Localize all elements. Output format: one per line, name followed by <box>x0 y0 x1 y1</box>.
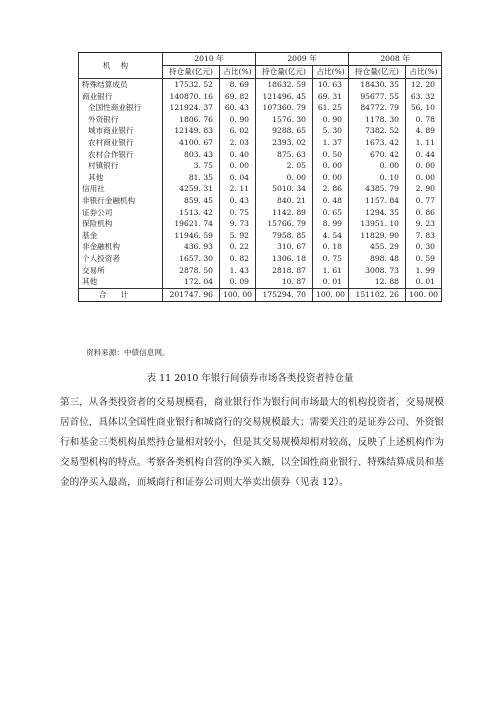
amount-2009-cell: 875. 63 <box>256 149 313 161</box>
share-2009-cell: 0. 50 <box>313 149 349 161</box>
share-2010-cell: 0. 22 <box>220 241 256 253</box>
share-2009-cell: 0. 01 <box>313 276 349 288</box>
share-2010-cell: 2. 11 <box>220 183 256 195</box>
amount-2010-cell: 81. 35 <box>163 172 220 184</box>
amount-2008-cell: 898. 48 <box>349 253 406 265</box>
table-body <box>79 79 442 289</box>
amount-2008-cell: 1178. 30 <box>349 114 406 126</box>
amount-2008-cell: 0. 00 <box>349 160 406 172</box>
amount-2009-cell: 2393. 02 <box>256 137 313 149</box>
share-2009-cell: 0. 75 <box>313 253 349 265</box>
amount-2009-cell: 2818. 87 <box>256 265 313 277</box>
amount-2008-cell: 13951. 10 <box>349 218 406 230</box>
amount-2008-cell: 1673. 42 <box>349 137 406 149</box>
table-row <box>79 79 442 91</box>
amount-2010-cell: 19621. 74 <box>163 218 220 230</box>
institution-name: 农村合作银行 <box>79 149 163 161</box>
investor-holdings-table <box>78 52 442 302</box>
amount-header: 持仓量(亿元) <box>163 66 220 79</box>
total-row <box>79 288 442 301</box>
table-row <box>79 253 442 265</box>
table-row <box>79 149 442 161</box>
amount-2009-cell: 0. 00 <box>256 172 313 184</box>
share-2010-cell: 0. 90 <box>220 114 256 126</box>
amount-2010-cell: 12149. 83 <box>163 125 220 137</box>
share-2010-cell: 60. 43 <box>220 102 256 114</box>
amount-2010-cell: 121924. 37 <box>163 102 220 114</box>
amount-2009-cell: 1576. 30 <box>256 114 313 126</box>
share-2010-cell: 0. 43 <box>220 195 256 207</box>
amount-2008-cell: 18430. 35 <box>349 79 406 91</box>
table-row <box>79 125 442 137</box>
share-2010-cell: 8. 69 <box>220 79 256 91</box>
table-row <box>79 265 442 277</box>
amount-2010-cell: 3. 75 <box>163 160 220 172</box>
share-2008-cell: 63. 32 <box>406 91 442 103</box>
share-2008-cell: 1. 99 <box>406 265 442 277</box>
share-2009-cell: 2. 86 <box>313 183 349 195</box>
share-2009-cell: 10. 63 <box>313 79 349 91</box>
share-2010-cell: 0. 75 <box>220 207 256 219</box>
amount-2010-cell: 803. 43 <box>163 149 220 161</box>
institution-name: 个人投资者 <box>79 253 163 265</box>
amount-2010-cell: 140870. 16 <box>163 91 220 103</box>
amount-2010-cell: 4100. 67 <box>163 137 220 149</box>
table-row <box>79 207 442 219</box>
share-2008-cell: 0. 01 <box>406 276 442 288</box>
institution-header: 机构 <box>79 53 163 79</box>
share-2010-cell: 6. 02 <box>220 125 256 137</box>
share-2009-cell: 1. 37 <box>313 137 349 149</box>
amount-2009-cell: 18632. 59 <box>256 79 313 91</box>
share-2009-cell: 69. 31 <box>313 91 349 103</box>
amount-2009-cell: 5010. 34 <box>256 183 313 195</box>
source-note: 资料来源：中债信息网。 <box>86 348 170 357</box>
table-row <box>79 241 442 253</box>
amount-2010-cell: 11946. 59 <box>163 230 220 242</box>
share-2010-cell: 0. 09 <box>220 276 256 288</box>
share-2009-cell: 0. 65 <box>313 207 349 219</box>
share-header: 占比(%) <box>406 66 442 79</box>
amount-2010-cell: 859. 45 <box>163 195 220 207</box>
institution-name: 保险机构 <box>79 218 163 230</box>
institution-name: 基金 <box>79 230 163 242</box>
institution-name: 村镇银行 <box>79 160 163 172</box>
share-2010-cell: 0. 40 <box>220 149 256 161</box>
amount-2008-cell: 3008. 73 <box>349 265 406 277</box>
share-header: 占比(%) <box>313 66 349 79</box>
year-header-2010: 2010 年 <box>163 53 256 66</box>
institution-name: 外资银行 <box>79 114 163 126</box>
institution-name: 农村商业银行 <box>79 137 163 149</box>
share-2009-cell: 0. 18 <box>313 241 349 253</box>
amount-2009-cell: 10. 87 <box>256 276 313 288</box>
institution-name: 商业银行 <box>79 91 163 103</box>
share-2008-cell: 2. 90 <box>406 183 442 195</box>
amount-2010-cell: 1657. 30 <box>163 253 220 265</box>
share-2009-cell: 1. 61 <box>313 265 349 277</box>
share-2009-cell: 61. 25 <box>313 102 349 114</box>
amount-2008-cell: 455. 29 <box>349 241 406 253</box>
amount-2009-cell: 121496. 45 <box>256 91 313 103</box>
table-row <box>79 276 442 288</box>
total-share-2009: 100. 00 <box>313 288 349 301</box>
share-2010-cell: 2. 03 <box>220 137 256 149</box>
amount-2009-cell: 107360. 79 <box>256 102 313 114</box>
amount-2008-cell: 11829. 90 <box>349 230 406 242</box>
year-header-2009: 2009 年 <box>256 53 349 66</box>
share-2009-cell: 0. 00 <box>313 160 349 172</box>
institution-name: 非银行金融机构 <box>79 195 163 207</box>
share-2008-cell: 9. 23 <box>406 218 442 230</box>
amount-2010-cell: 2878. 50 <box>163 265 220 277</box>
amount-2008-cell: 1294. 35 <box>349 207 406 219</box>
share-2008-cell: 0. 77 <box>406 195 442 207</box>
share-2010-cell: 69. 82 <box>220 91 256 103</box>
amount-2009-cell: 9288. 65 <box>256 125 313 137</box>
table-row <box>79 160 442 172</box>
amount-2008-cell: 84772. 79 <box>349 102 406 114</box>
share-2009-cell: 4. 54 <box>313 230 349 242</box>
share-2008-cell: 0. 30 <box>406 241 442 253</box>
table-row <box>79 114 442 126</box>
share-2010-cell: 0. 82 <box>220 253 256 265</box>
share-2008-cell: 4. 89 <box>406 125 442 137</box>
total-amount-2010: 201747. 96 <box>163 288 220 301</box>
institution-name: 其他 <box>79 276 163 288</box>
amount-2010-cell: 17532. 52 <box>163 79 220 91</box>
table-row <box>79 91 442 103</box>
amount-2009-cell: 2. 05 <box>256 160 313 172</box>
share-2008-cell: 12. 20 <box>406 79 442 91</box>
amount-2010-cell: 1806. 76 <box>163 114 220 126</box>
share-2008-cell: 7. 83 <box>406 230 442 242</box>
amount-2009-cell: 15766. 79 <box>256 218 313 230</box>
amount-2009-cell: 310. 67 <box>256 241 313 253</box>
amount-2009-cell: 840. 21 <box>256 195 313 207</box>
amount-2008-cell: 12. 88 <box>349 276 406 288</box>
total-share-2010: 100. 00 <box>220 288 256 301</box>
share-2009-cell: 5. 30 <box>313 125 349 137</box>
institution-name: 信用社 <box>79 183 163 195</box>
total-amount-2009: 175294. 70 <box>256 288 313 301</box>
total-share-2008: 100. 00 <box>406 288 442 301</box>
share-2008-cell: 0. 78 <box>406 114 442 126</box>
amount-2009-cell: 7958. 85 <box>256 230 313 242</box>
institution-name: 其他 <box>79 172 163 184</box>
table-row <box>79 137 442 149</box>
table-row <box>79 102 442 114</box>
total-label: 合计 <box>79 288 163 301</box>
amount-2008-cell: 4385. 79 <box>349 183 406 195</box>
institution-name: 特殊结算成员 <box>79 79 163 91</box>
share-2008-cell: 0. 59 <box>406 253 442 265</box>
share-2010-cell: 0. 00 <box>220 160 256 172</box>
paragraph-text: 第三，从各类投资者的交易规模看，商业银行作为银行间市场最大的机构投资者，交易规模居首位，具体以全国性商业银行和城商行的交易规模最大；需要关注的是证券公司、外资银行和基金三类机构虽然持仓量相对较小，但是其交易规模却相对较高，反映了上述机构作为交易型机构的特点。考察各类机构自营的净买入额，以全国性商业银行、特殊结算成员和基金的净买入最高，而城商行和证券公司则大举卖出债券（见表 12）。 <box>60 397 444 488</box>
table-caption: 表 11 2010 年银行间债券市场各类投资者持仓量 <box>146 373 354 384</box>
amount-2008-cell: 1157. 84 <box>349 195 406 207</box>
amount-2010-cell: 4259. 31 <box>163 183 220 195</box>
total-amount-2008: 151102. 26 <box>349 288 406 301</box>
share-2008-cell: 1. 11 <box>406 137 442 149</box>
share-2008-cell: 0. 44 <box>406 149 442 161</box>
amount-2008-cell: 0. 10 <box>349 172 406 184</box>
share-2009-cell: 0. 00 <box>313 172 349 184</box>
share-2008-cell: 56. 10 <box>406 102 442 114</box>
share-2008-cell: 0. 00 <box>406 172 442 184</box>
share-2009-cell: 0. 48 <box>313 195 349 207</box>
amount-2008-cell: 7382. 52 <box>349 125 406 137</box>
amount-header: 持仓量(亿元) <box>349 66 406 79</box>
institution-name: 证券公司 <box>79 207 163 219</box>
table-row <box>79 218 442 230</box>
institution-name: 城市商业银行 <box>79 125 163 137</box>
body-paragraph <box>60 393 444 493</box>
year-header-row <box>79 53 442 66</box>
share-2010-cell: 0. 04 <box>220 172 256 184</box>
table-row <box>79 172 442 184</box>
amount-2010-cell: 1513. 42 <box>163 207 220 219</box>
amount-2009-cell: 1306. 18 <box>256 253 313 265</box>
year-header-2008: 2008 年 <box>349 53 442 66</box>
share-2010-cell: 5. 92 <box>220 230 256 242</box>
share-2010-cell: 1. 43 <box>220 265 256 277</box>
share-header: 占比(%) <box>220 66 256 79</box>
amount-2010-cell: 172. 04 <box>163 276 220 288</box>
amount-2008-cell: 670. 42 <box>349 149 406 161</box>
share-2010-cell: 9. 73 <box>220 218 256 230</box>
amount-header: 持仓量(亿元) <box>256 66 313 79</box>
table-row <box>79 230 442 242</box>
institution-name: 交易所 <box>79 265 163 277</box>
table-row <box>79 183 442 195</box>
amount-2009-cell: 1142. 89 <box>256 207 313 219</box>
amount-2008-cell: 95677. 55 <box>349 91 406 103</box>
institution-name: 全国性商业银行 <box>79 102 163 114</box>
share-2009-cell: 8. 99 <box>313 218 349 230</box>
share-2008-cell: 0. 86 <box>406 207 442 219</box>
institution-name: 非金融机构 <box>79 241 163 253</box>
amount-2010-cell: 436. 93 <box>163 241 220 253</box>
share-2008-cell: 0. 00 <box>406 160 442 172</box>
table-row <box>79 195 442 207</box>
share-2009-cell: 0. 90 <box>313 114 349 126</box>
